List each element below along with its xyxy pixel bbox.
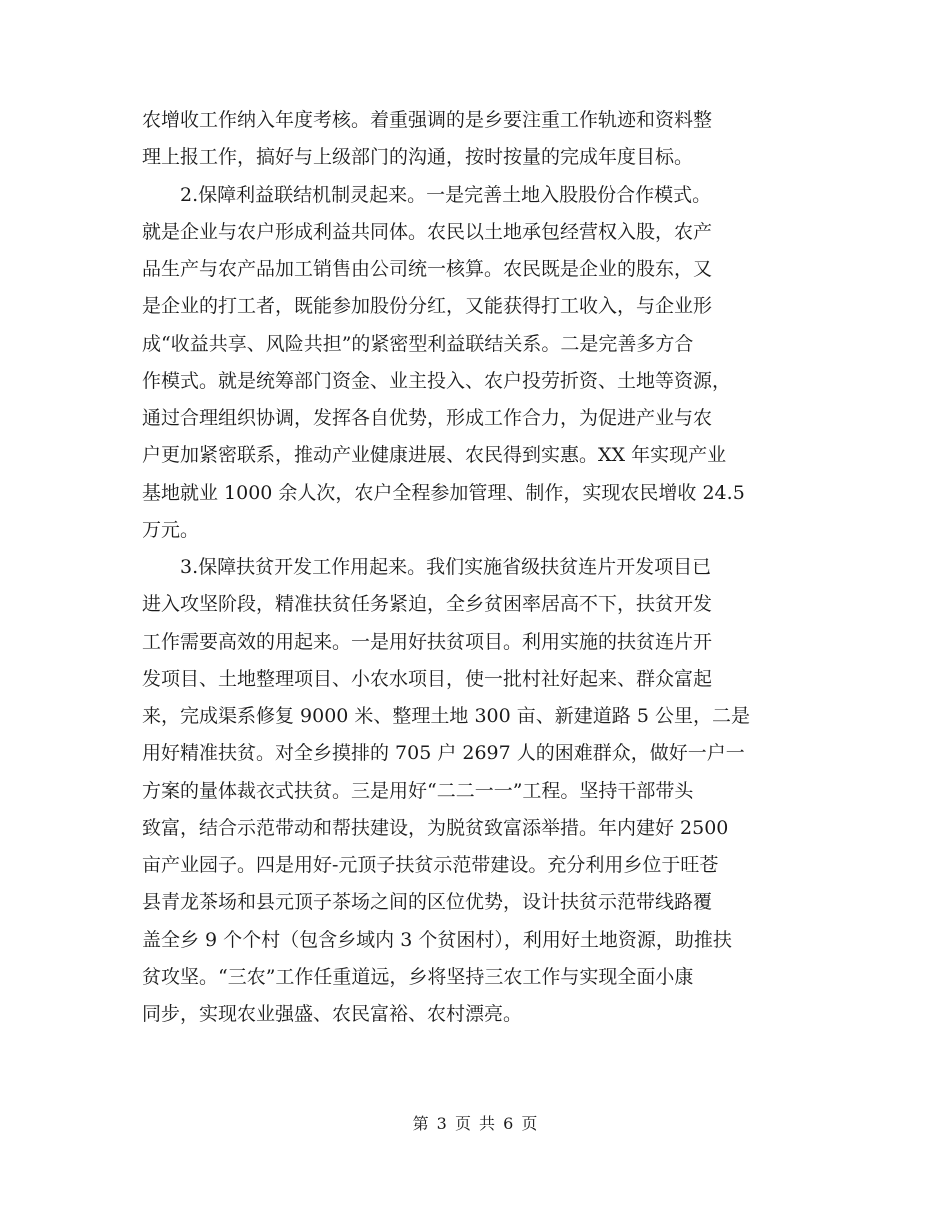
text-line: 方案的量体裁衣式扶贫。三是用好“二二一一”工程。坚持干部带头 — [142, 779, 694, 802]
document-body — [142, 102, 810, 1033]
text-line: 作模式。就是统筹部门资金、业主投入、农户投劳折资、土地等资源， — [142, 369, 732, 392]
text-line: 亩产业园子。四是用好-元顶子扶贫示范带建设。充分利用乡位于旺苍 — [142, 854, 719, 876]
text-line: 盖全乡 9 个个村（包含乡域内 3 个贫困村），利用好土地资源，助推扶 — [142, 928, 732, 951]
text-line: 同步，实现农业强盛、农民富裕、农村漂亮。 — [142, 1003, 523, 1025]
text-line: 基地就业 1000 余人次，农户全程参加管理、制作，实现农民增收 24.5 — [142, 481, 745, 504]
text-line: 农增收工作纳入年度考核。着重强调的是乡要注重工作轨迹和资料整 — [142, 109, 713, 131]
text-line: 县青龙茶场和县元顶子茶场之间的区位优势，设计扶贫示范带线路覆 — [142, 891, 713, 914]
text-line: 工作需要高效的用起来。一是用好扶贫项目。利用实施的扶贫连片开 — [142, 630, 713, 653]
text-line: 理上报工作，搞好与上级部门的沟通，按时按量的完成年度目标。 — [142, 146, 694, 169]
text-line: 来，完成渠系修复 9000 米、整理土地 300 亩、新建道路 5 公里，二是 — [142, 705, 750, 727]
text-line: 用好精准扶贫。对全乡摸排的 705 户 2697 人的困难群众，做好一户一 — [142, 742, 745, 765]
text-line: 户更加紧密联系，推动产业健康进展、农民得到实惠。XX 年实现产业 — [142, 444, 727, 467]
text-line: 通过合理组织协调，发挥各自优势，形成工作合力，为促进产业与农 — [142, 407, 713, 429]
page-number-footer: 第 3 页 共 6 页 — [412, 1114, 538, 1133]
text-line: 万元。 — [142, 518, 200, 541]
text-line: 发项目、土地整理项目、小农水项目，使一批村社好起来、群众富起 — [142, 667, 713, 690]
section-2-heading-line: 2.保障利益联结机制灵起来。一是完善土地入股股份合作模式。 — [180, 183, 712, 206]
text-line: 品生产与农产品加工销售由公司统一核算。农民既是企业的股东，又 — [142, 258, 713, 280]
text-line: 是企业的打工者，既能参加股份分红，又能获得打工收入，与企业形 — [142, 295, 713, 318]
text-line: 就是企业与农户形成利益共同体。农民以土地承包经营权入股，农产 — [142, 220, 713, 243]
text-line: 致富，结合示范带动和帮扶建设，为脱贫致富添举措。年内建好 2500 — [142, 816, 729, 839]
section-3-heading-line: 3.保障扶贫开发工作用起来。我们实施省级扶贫连片开发项目已 — [180, 556, 712, 578]
text-line: 成“收益共享、风险共担”的紧密型利益联结关系。二是完善多方合 — [142, 332, 694, 355]
text-line: 贫攻坚。“三农”工作任重道远，乡将坚持三农工作与实现全面小康 — [142, 965, 694, 988]
text-line: 进入攻坚阶段，精准扶贫任务紧迫，全乡贫困率居高不下，扶贫开发 — [142, 593, 713, 616]
